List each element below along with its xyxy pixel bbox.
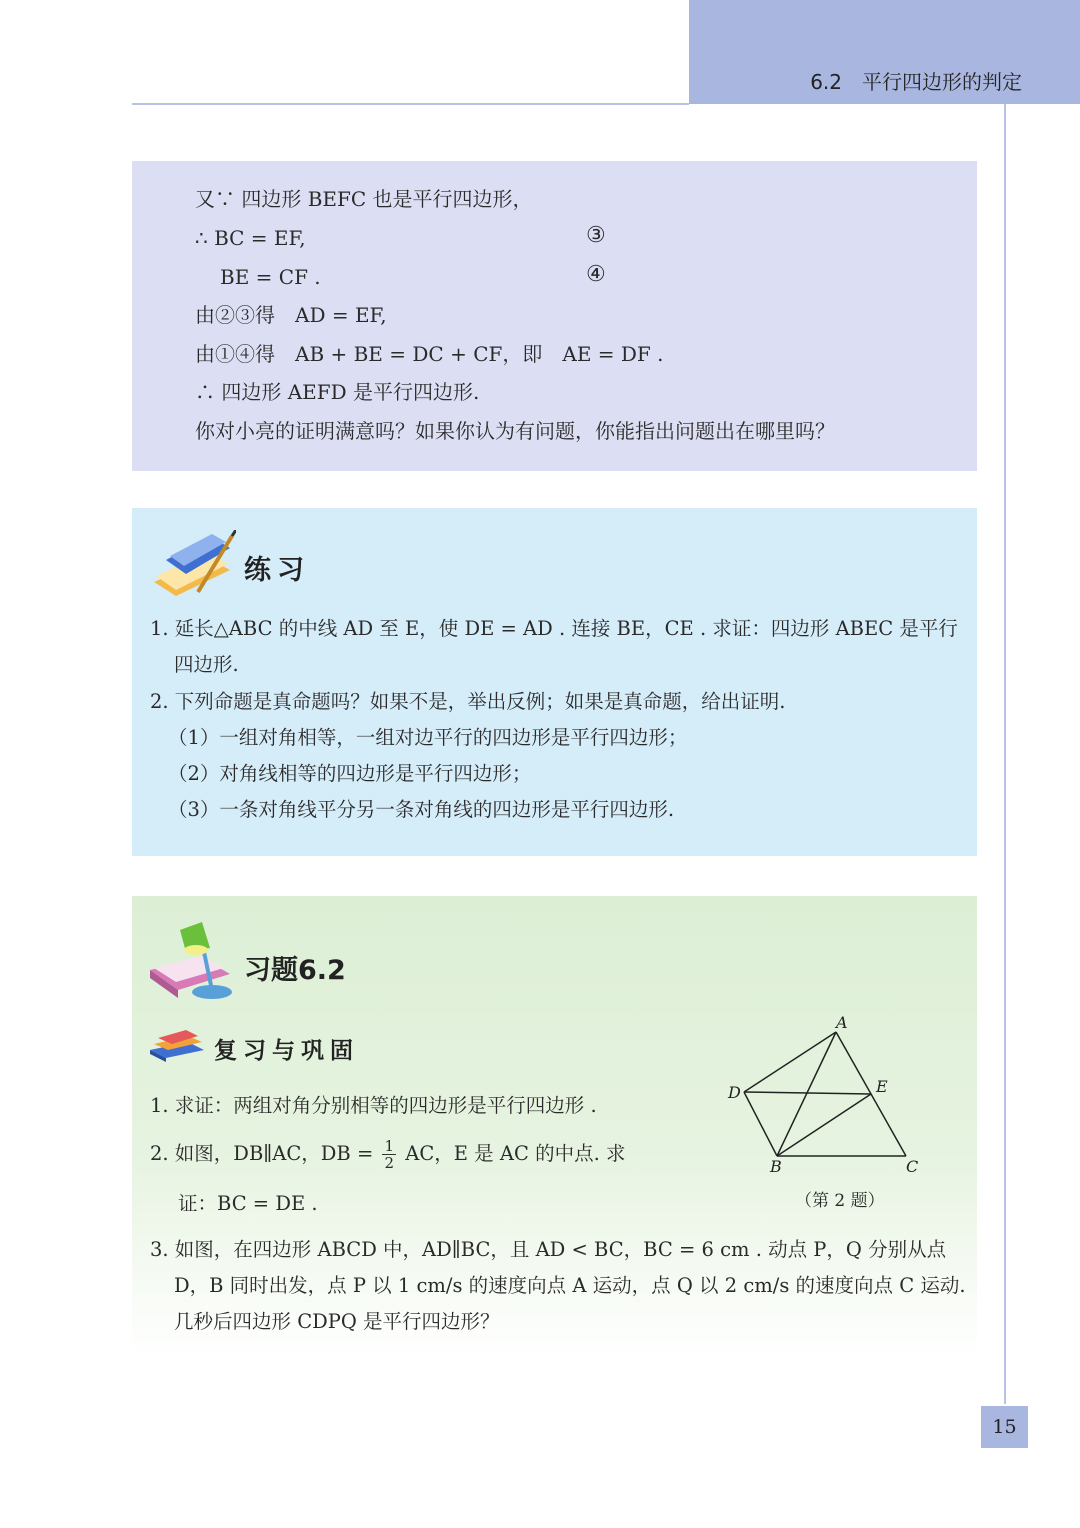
practice-item: 四边形. [174,653,239,676]
exercises-title: 习题6.2 [244,955,346,986]
practice-box [132,508,977,856]
label-B: B [770,1157,782,1176]
proof-line: BE = CF . [220,265,321,289]
equation-mark: ④ [586,262,606,287]
books-icon [146,530,236,600]
practice-item: 2. 下列命题是真命题吗？如果不是，举出反例；如果是真命题，给出证明. [150,690,786,713]
exercise-3-line: 几秒后四边形 CDPQ 是平行四边形？ [174,1310,500,1333]
proof-line: ∴ BC = EF, [195,226,306,250]
exercise-1: 1. 求证：两组对角分别相等的四边形是平行四边形 . [150,1094,597,1117]
label-C: C [906,1157,919,1176]
header-rule [132,103,689,105]
margin-rule [1004,104,1006,1404]
practice-item: （1）一组对角相等，一组对边平行的四边形是平行四边形； [168,726,688,749]
label-E: E [876,1077,888,1096]
proof-line: 又∵ 四边形 BEFC 也是平行四边形， [195,187,533,211]
practice-item: （3）一条对角线平分另一条对角线的四边形是平行四边形. [168,798,675,821]
equation-mark: ③ [586,223,606,248]
practice-item: 1. 延长△ABC 的中线 AD 至 E，使 DE = AD . 连接 BE，CE . 求证：四边形 ABEC 是平行 [150,617,958,640]
proof-line: 由①④得 AB + BE = DC + CF，即 AE = DF . [195,342,664,366]
exercise-2-text: AC，E 是 AC 的中点. 求 [405,1142,626,1165]
stacked-books-icon [148,1028,208,1064]
segment-DE [744,1092,871,1094]
fraction-numerator: 1 [384,1137,395,1155]
proof-line: 你对小亮的证明满意吗？如果你认为有问题，你能指出问题出在哪里吗？ [195,419,835,443]
exercise-2 [150,1138,625,1171]
exercise-2-text: 2. 如图，DB∥AC，DB = [150,1142,374,1165]
practice-item: （2）对角线相等的四边形是平行四边形； [168,762,532,785]
proof-line: 由②③得 AD = EF, [195,303,387,327]
practice-title: 练习 [244,555,310,586]
page-number: 15 [981,1406,1028,1448]
proof-box [132,161,977,471]
chapter-title: 6.2 平行四边形的判定 [810,70,1022,94]
fraction-denominator: 2 [384,1154,395,1172]
geometry-figure [724,1012,934,1182]
label-A: A [836,1013,848,1032]
exercise-3-line: D，B 同时出发，点 P 以 1 cm/s 的速度向点 A 运动，点 Q 以 2 cm/s 的速度向点 C 运动. [174,1274,966,1297]
desk-lamp-icon [146,922,238,1004]
exercises-subtitle: 复习与巩固 [214,1038,359,1064]
exercise-3-line: 3. 如图，在四边形 ABCD 中，AD∥BC，且 AD < BC，BC = 6 cm . 动点 P，Q 分别从点 [150,1238,947,1261]
proof-line: ∴ 四边形 AEFD 是平行四边形. [195,380,480,404]
segment-DB [744,1092,777,1156]
figure-caption: （第 2 题） [795,1191,885,1211]
fraction-one-half [382,1138,396,1171]
exercise-2-cont: 证：BC = DE . [178,1192,318,1215]
header-bar [689,0,1080,104]
label-D: D [728,1083,741,1102]
